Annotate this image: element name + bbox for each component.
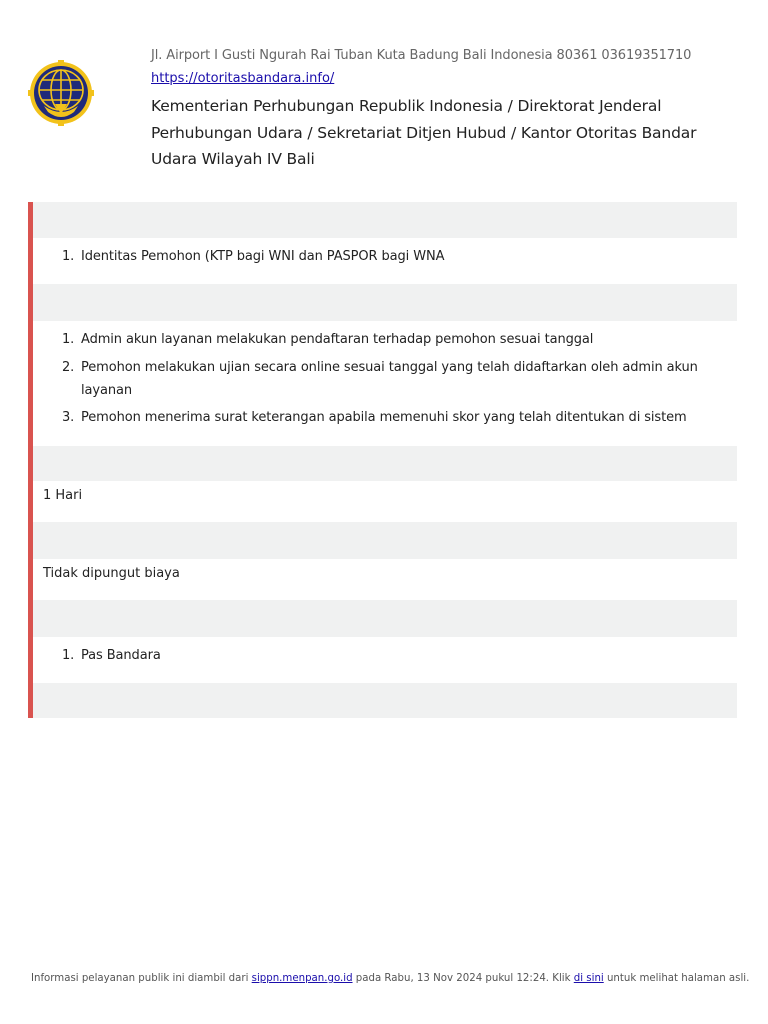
section-header-band xyxy=(33,600,737,637)
section-header-band xyxy=(33,284,737,321)
page-header xyxy=(0,0,768,190)
list-item: 2. Pemohon melakukan ujian secara online sesuai tanggal yang telah didaftarkan oleh admin akun layanan xyxy=(62,359,698,398)
source-link[interactable]: sippn.menpan.go.id xyxy=(251,973,353,984)
source-footer xyxy=(31,973,751,984)
list-item: 1. Admin akun layanan melakukan pendaftaran terhadap pemohon sesuai tanggal xyxy=(62,332,594,347)
section-header-band xyxy=(33,522,737,559)
list-item: 3. Pemohon menerima surat keterangan apabila memenuhi skor yang telah ditentukan di sistem xyxy=(62,410,687,425)
cost-text: Tidak dipungut biaya xyxy=(43,566,180,581)
section-header-band xyxy=(33,202,737,238)
list-item: 1. Pas Bandara xyxy=(62,648,161,663)
procedure-list xyxy=(62,328,712,434)
footer-text: pada Rabu, 13 Nov 2024 pukul 12:24. Klik xyxy=(352,973,574,984)
list-item: 1. Identitas Pemohon (KTP bagi WNI dan PASPOR bagi WNA xyxy=(62,249,445,264)
products-list xyxy=(62,644,712,672)
website-link[interactable]: https://otoritasbandara.info/ xyxy=(151,71,335,86)
footer-text: untuk melihat halaman asli. xyxy=(603,973,750,984)
section-header-band xyxy=(33,683,737,718)
section-header-band xyxy=(33,446,737,481)
duration-text: 1 Hari xyxy=(43,488,83,503)
address-text: Jl. Airport I Gusti Ngurah Rai Tuban Kuta Badung Bali Indonesia 80361 03619351710 xyxy=(151,48,692,63)
service-info-card xyxy=(28,202,737,718)
original-page-link[interactable]: di sini xyxy=(573,973,604,984)
ministry-logo xyxy=(28,60,94,128)
requirements-list xyxy=(62,245,712,273)
organization-path: Kementerian Perhubungan Republik Indonesia / Direktorat Jenderal Perhubungan Udara / Sekretariat Ditjen Hubud / Kantor Otoritas Bandar Udara Wilayah IV Bali xyxy=(151,97,697,168)
footer-text: Informasi pelayanan publik ini diambil dari xyxy=(31,973,252,984)
